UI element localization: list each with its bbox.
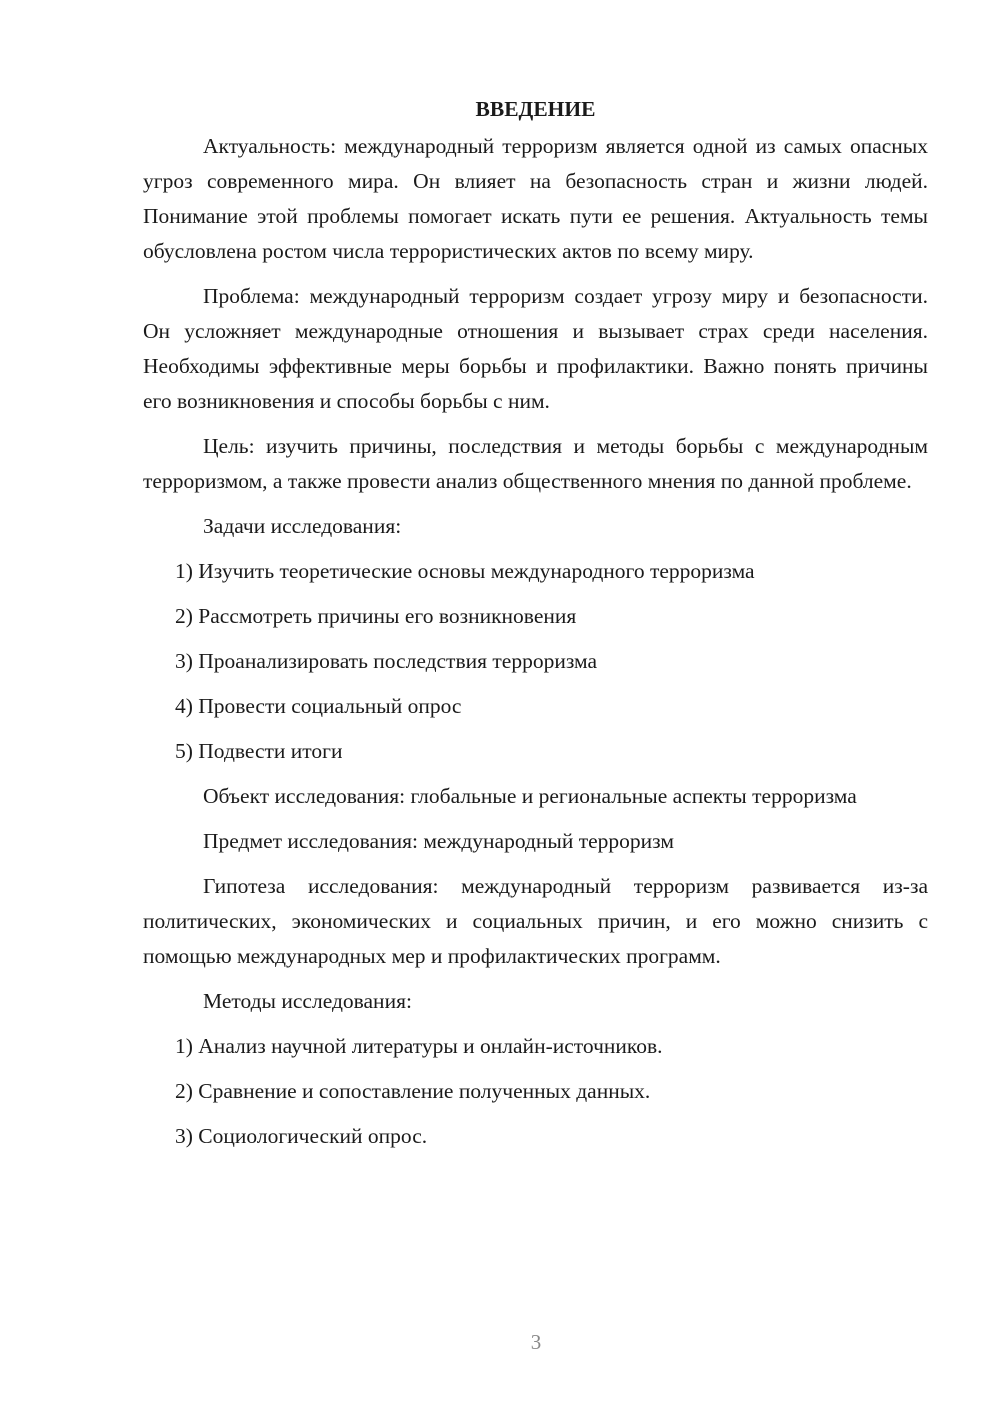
- method-item-3: 3) Социологический опрос.: [175, 1124, 428, 1148]
- subject-paragraph: Предмет исследования: международный терроризм: [203, 829, 674, 853]
- task-item-3: 3) Проанализировать последствия терроризма: [175, 649, 598, 673]
- relevance-paragraph: Актуальность: международный терроризм является одной из самых опасных угроз современного мира. Он влияет на безопасность стран и жизни людей. Понимание этой проблемы помогает искать пути ее решения. Актуальность темы обусловлена ростом числа террористических актов по всему миру.: [143, 134, 928, 263]
- goal-paragraph: Цель: изучить причины, последствия и методы борьбы с международным терроризмом, а также провести анализ общественного мнения по данной проблеме.: [143, 434, 928, 493]
- page-number: 3: [530, 1330, 542, 1354]
- method-item-1: 1) Анализ научной литературы и онлайн-источников.: [175, 1034, 663, 1058]
- problem-paragraph: Проблема: международный терроризм создает угрозу миру и безопасности. Он усложняет международные отношения и вызывает страх среди населения. Необходимы эффективные меры борьбы и профилактики. Важно понять причины его возникновения и способы борьбы с ним.: [143, 284, 928, 413]
- methods-heading: Методы исследования:: [203, 989, 412, 1013]
- task-item-4: 4) Провести социальный опрос: [175, 694, 462, 718]
- task-item-2: 2) Рассмотреть причины его возникновения: [175, 604, 577, 628]
- task-item-1: 1) Изучить теоретические основы международного терроризма: [175, 559, 755, 583]
- tasks-heading: Задачи исследования:: [203, 514, 402, 538]
- object-paragraph: Объект исследования: глобальные и региональные аспекты терроризма: [203, 784, 857, 808]
- method-item-2: 2) Сравнение и сопоставление полученных данных.: [175, 1079, 651, 1103]
- section-title: ВВЕДЕНИЕ: [475, 97, 596, 121]
- task-item-5: 5) Подвести итоги: [175, 739, 343, 763]
- hypothesis-paragraph: Гипотеза исследования: международный терроризм развивается из-за политических, экономических и социальных причин, и его можно снизить с помощью международных мер и профилактических программ.: [143, 874, 928, 968]
- document-page: [143, 92, 928, 1164]
